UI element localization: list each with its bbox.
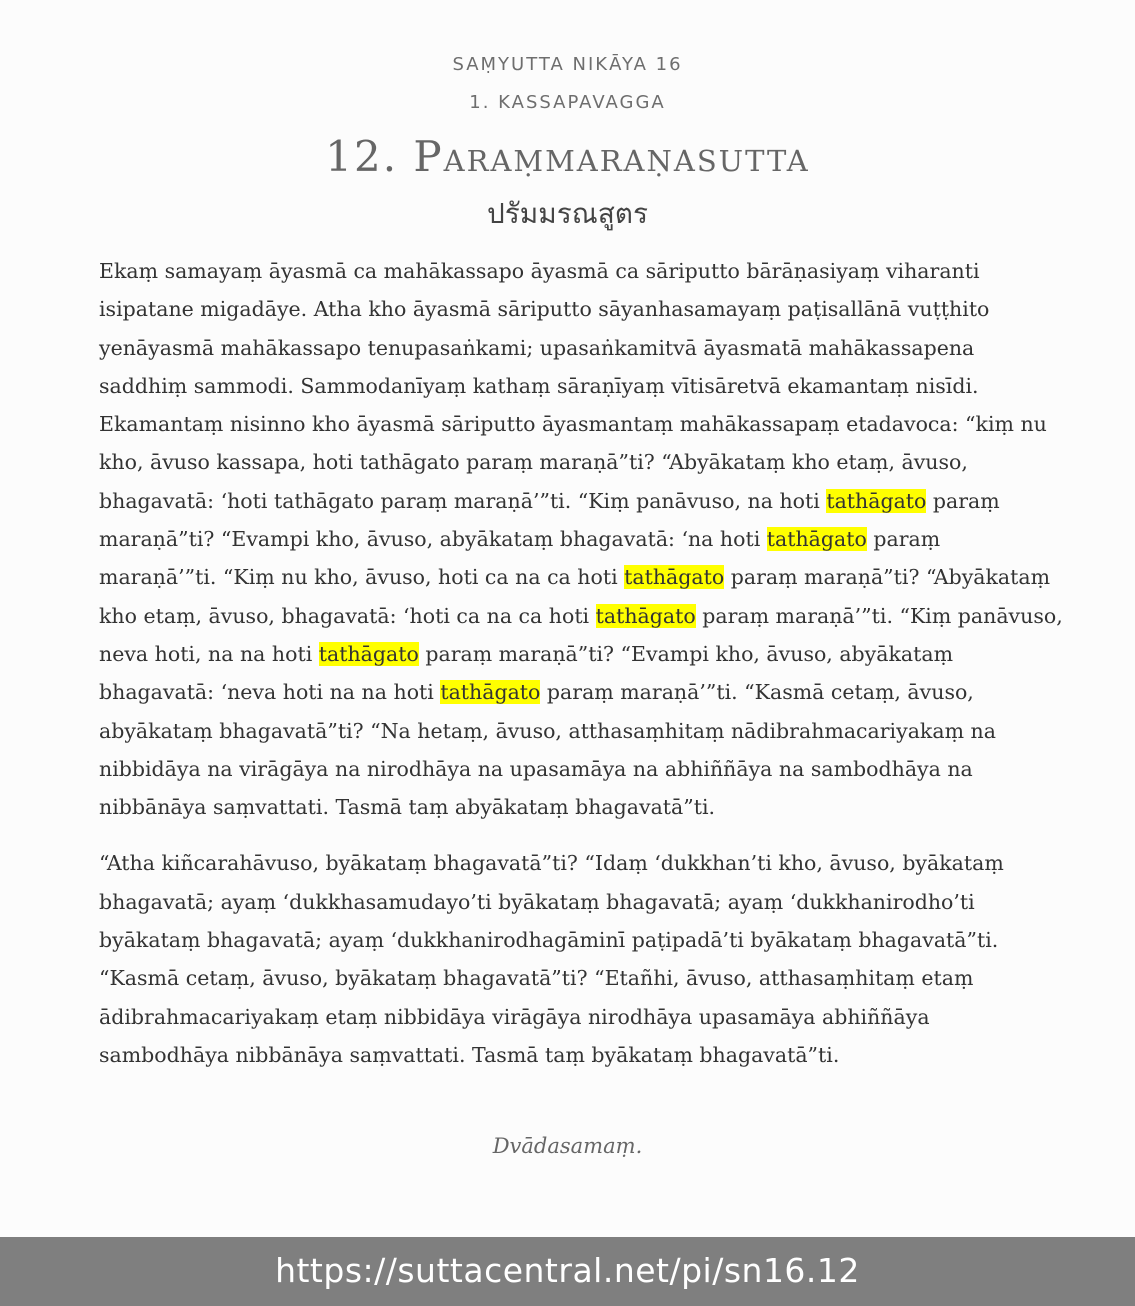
collection-heading: SAṂYUTTA NIKĀYA 16	[452, 54, 683, 75]
highlighted-term: tathāgato	[595, 603, 696, 628]
text-segment: paraṃ maraṇā”ti? “Evampi kho, āvuso, abyākataṃ bhagavatā: ‘na hoti	[99, 488, 1000, 552]
text-segment: Ekaṃ samayaṃ āyasmā ca mahākassapo āyasmā ca sāriputto bārāṇasiyaṃ viharanti isipatane migadāye. Atha kho āyasmā sāriputto sāyanhasamayaṃ paṭisallānā vuṭṭhito yenāyasmā mahākassapo tenupasaṅkami; upasaṅkamitvā āyasmatā mahākassapena saddhiṃ sammodi. Sammodanīyaṃ kathaṃ sāraṇīyaṃ vītisāretvā ekamantaṃ nisīdi. Ekamantaṃ nisinno kho āyasmā sāriputto āyasmantaṃ mahākassapaṃ etadavoca: “kiṃ nu kho, āvuso kassapa, hoti tathāgato paraṃ maraṇā”ti? “Abyākataṃ kho etaṃ, āvuso, bhagavatā: ‘hoti tathāgato paraṃ maraṇā’”ti. “Kiṃ panāvuso, na hoti	[99, 259, 1047, 513]
sutta-title: 12. Paraṃmaraṇasutta	[325, 132, 810, 181]
source-url: https://suttacentral.net/pi/sn16.12	[275, 1251, 860, 1290]
paragraph-2: “Atha kiñcarahāvuso, byākataṃ bhagavatā”ti? “Idaṃ ‘dukkhan’ti kho, āvuso, byākataṃ bhagavatā; ayaṃ ‘dukkhasamudayo’ti byākataṃ bhagavatā; ayaṃ ‘dukkhanirodho’ti byākataṃ bhagavatā; ayaṃ ‘dukkhanirodhagāminī paṭipadā’ti byākataṃ bhagavatā”ti. “Kasmā cetaṃ, āvuso, byākataṃ bhagavatā”ti? “Etañhi, āvuso, atthasaṃhitaṃ etaṃ ādibrahmacariyakaṃ etaṃ nibbidāya virāgāya nirodhāya upasamāya abhiññāya sambodhāya nibbānāya saṃvattati. Tasmā taṃ byākataṃ bhagavatā”ti.	[99, 851, 1004, 1067]
closing-line: Dvādasamaṃ.	[492, 1134, 643, 1158]
text-segment: paraṃ maraṇā’”ti. “Kiṃ panāvuso, neva hoti, na na hoti	[99, 603, 1063, 666]
paragraph-1	[99, 252, 1064, 826]
highlighted-term: tathāgato	[318, 641, 419, 666]
highlighted-term: tathāgato	[826, 488, 927, 513]
highlighted-term: tathāgato	[766, 527, 867, 552]
text-segment: paraṃ maraṇā”ti? “Evampi kho, āvuso, abyākataṃ bhagavatā: ‘neva hoti na na hoti	[99, 641, 954, 705]
vagga-heading: 1. KASSAPAVAGGA	[469, 92, 666, 113]
footer-bar	[0, 1237, 1135, 1306]
text-segment: paraṃ maraṇā’”ti. “Kasmā cetaṃ, āvuso, abyākataṃ bhagavatā”ti? “Na hetaṃ, āvuso, atthasaṃhitaṃ nādibrahmacariyakaṃ na nibbidāya na virāgāya na nirodhāya na upasamāya na abhiññāya na sambodhāya na nibbānāya saṃvattati. Tasmā taṃ abyākataṃ bhagavatā”ti.	[99, 680, 996, 820]
text-segment: paraṃ maraṇā’”ti. “Kiṃ nu kho, āvuso, hoti ca na ca hoti	[99, 527, 941, 590]
thai-subtitle: ปรัมมรณสูตร	[486, 197, 649, 230]
highlighted-term: tathāgato	[624, 565, 725, 590]
text-segment: paraṃ maraṇā”ti? “Abyākataṃ kho etaṃ, āvuso, bhagavatā: ‘hoti ca na ca hoti	[99, 565, 1051, 628]
sutta-body	[99, 252, 1064, 1092]
highlighted-term: tathāgato	[440, 680, 541, 705]
